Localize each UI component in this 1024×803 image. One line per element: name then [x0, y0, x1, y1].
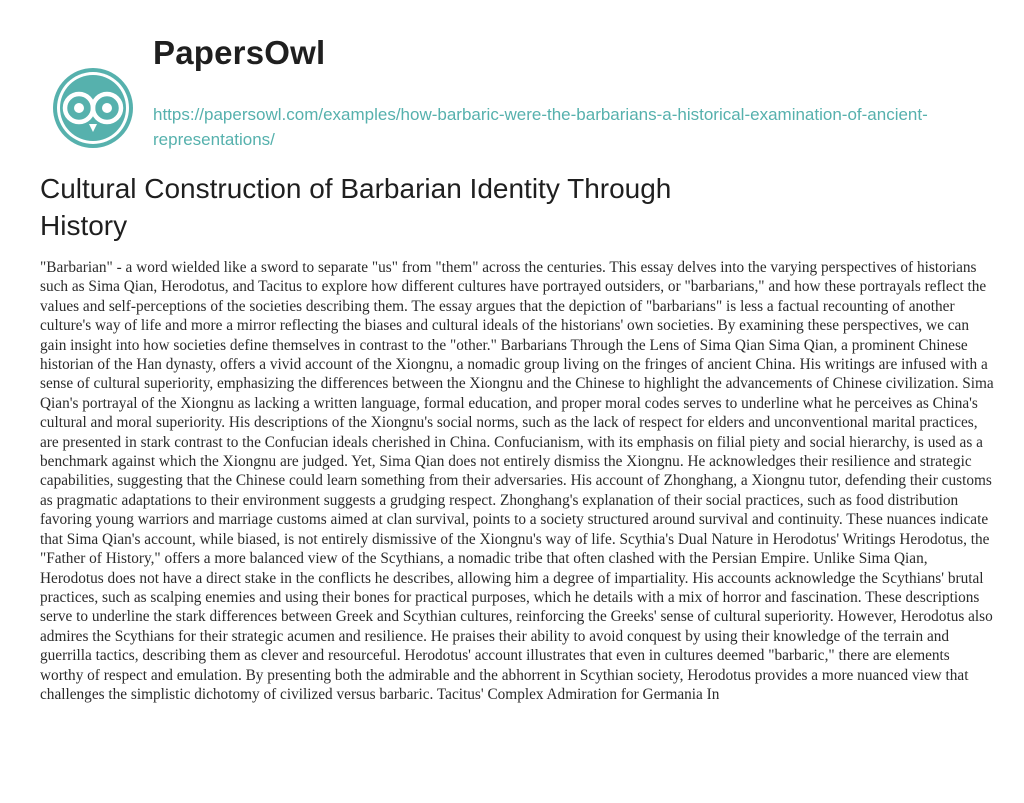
site-header [40, 34, 1000, 154]
essay-title: Cultural Construction of Barbarian Identity Through History [40, 173, 672, 241]
brand-name[interactable]: PapersOwl [153, 34, 326, 71]
owl-logo-icon[interactable] [51, 66, 135, 150]
source-url[interactable]: https://papersowl.com/examples/how-barbaric-were-the-barbarians-a-historical-examination-of-ancient-representations/ [153, 105, 928, 149]
essay-body: "Barbarian" - a word wielded like a sword to separate "us" from "them" across the centuries. This essay delves into the varying perspectives of historians such as Sima Qian, Herodotus, and Tacitus to explore how different cultures have portrayed outsiders, or "barbarians," and how these portrayals reflect the values and self-perceptions of the societies describing them. The essay argues that the depiction of "barbarians" is less a factual recounting of another culture's way of life and more a mirror reflecting the biases and cultural ideals of the historians' own societies. By examining these perspectives, we can gain insight into how societies define themselves in contrast to the "other." Barbarians Through the Lens of Sima Qian Sima Qian, a prominent Chinese historian of the Han dynasty, offers a vivid account of the Xiongnu, a nomadic group living on the fringes of ancient China. His writings are infused with a sense of cultural superiority, emphasizing the differences between the Xiongnu and the Chinese to highlight the advancements of Chinese civilization. Sima Qian's portrayal of the Xiongnu as lacking a written language, formal education, and proper moral codes serves to underline what he perceives as China's cultural and moral superiority. His descriptions of the Xiongnu's social norms, such as the lack of respect for elders and unconventional marital practices, are presented in stark contrast to the Confucian ideals cherished in China. Confucianism, with its emphasis on filial piety and social hierarchy, is used as a benchmark against which the Xiongnu are judged. Yet, Sima Qian does not entirely dismiss the Xiongnu. He acknowledges their resilience and strategic capabilities, suggesting that the Chinese could learn something from their adversaries. His account of Zhonghang, a Xiongnu tutor, defending their customs as pragmatic adaptations to their environment suggests a grudging respect. Zhonghang's explanation of their social practices, such as food distribution favoring young warriors and marriage customs aimed at clan survival, points to a society structured around survival and continuity. These nuances indicate that Sima Qian's account, while biased, is not entirely dismissive of the Xiongnu's way of life. Scythia's Dual Nature in Herodotus' Writings Herodotus, the "Father of History," offers a more balanced view of the Scythians, a nomadic tribe that often clashed with the Persian Empire. Unlike Sima Qian, Herodotus does not have a direct stake in the conflicts he describes, allowing him a degree of impartiality. His accounts acknowledge the Scythians' brutal practices, such as scalping enemies and using their bones for practical purposes, which he details with a mix of horror and fascination. These descriptions serve to underline the stark differences between Greek and Scythian cultures, reinforcing the Greeks' sense of cultural superiority. However, Herodotus also admires the Scythians for their strategic acumen and resilience. He praises their ability to avoid conquest by using their knowledge of the terrain and guerrilla tactics, describing them as clever and resourceful. Herodotus' account illustrates that even in cultures deemed "barbaric," there are elements worthy of respect and emulation. By presenting both the admirable and the abhorrent in Scythian society, Herodotus provides a more nuanced view that challenges the simplistic dichotomy of civilized versus barbaric. Tacitus' Complex Admiration for Germania In [40, 259, 994, 703]
